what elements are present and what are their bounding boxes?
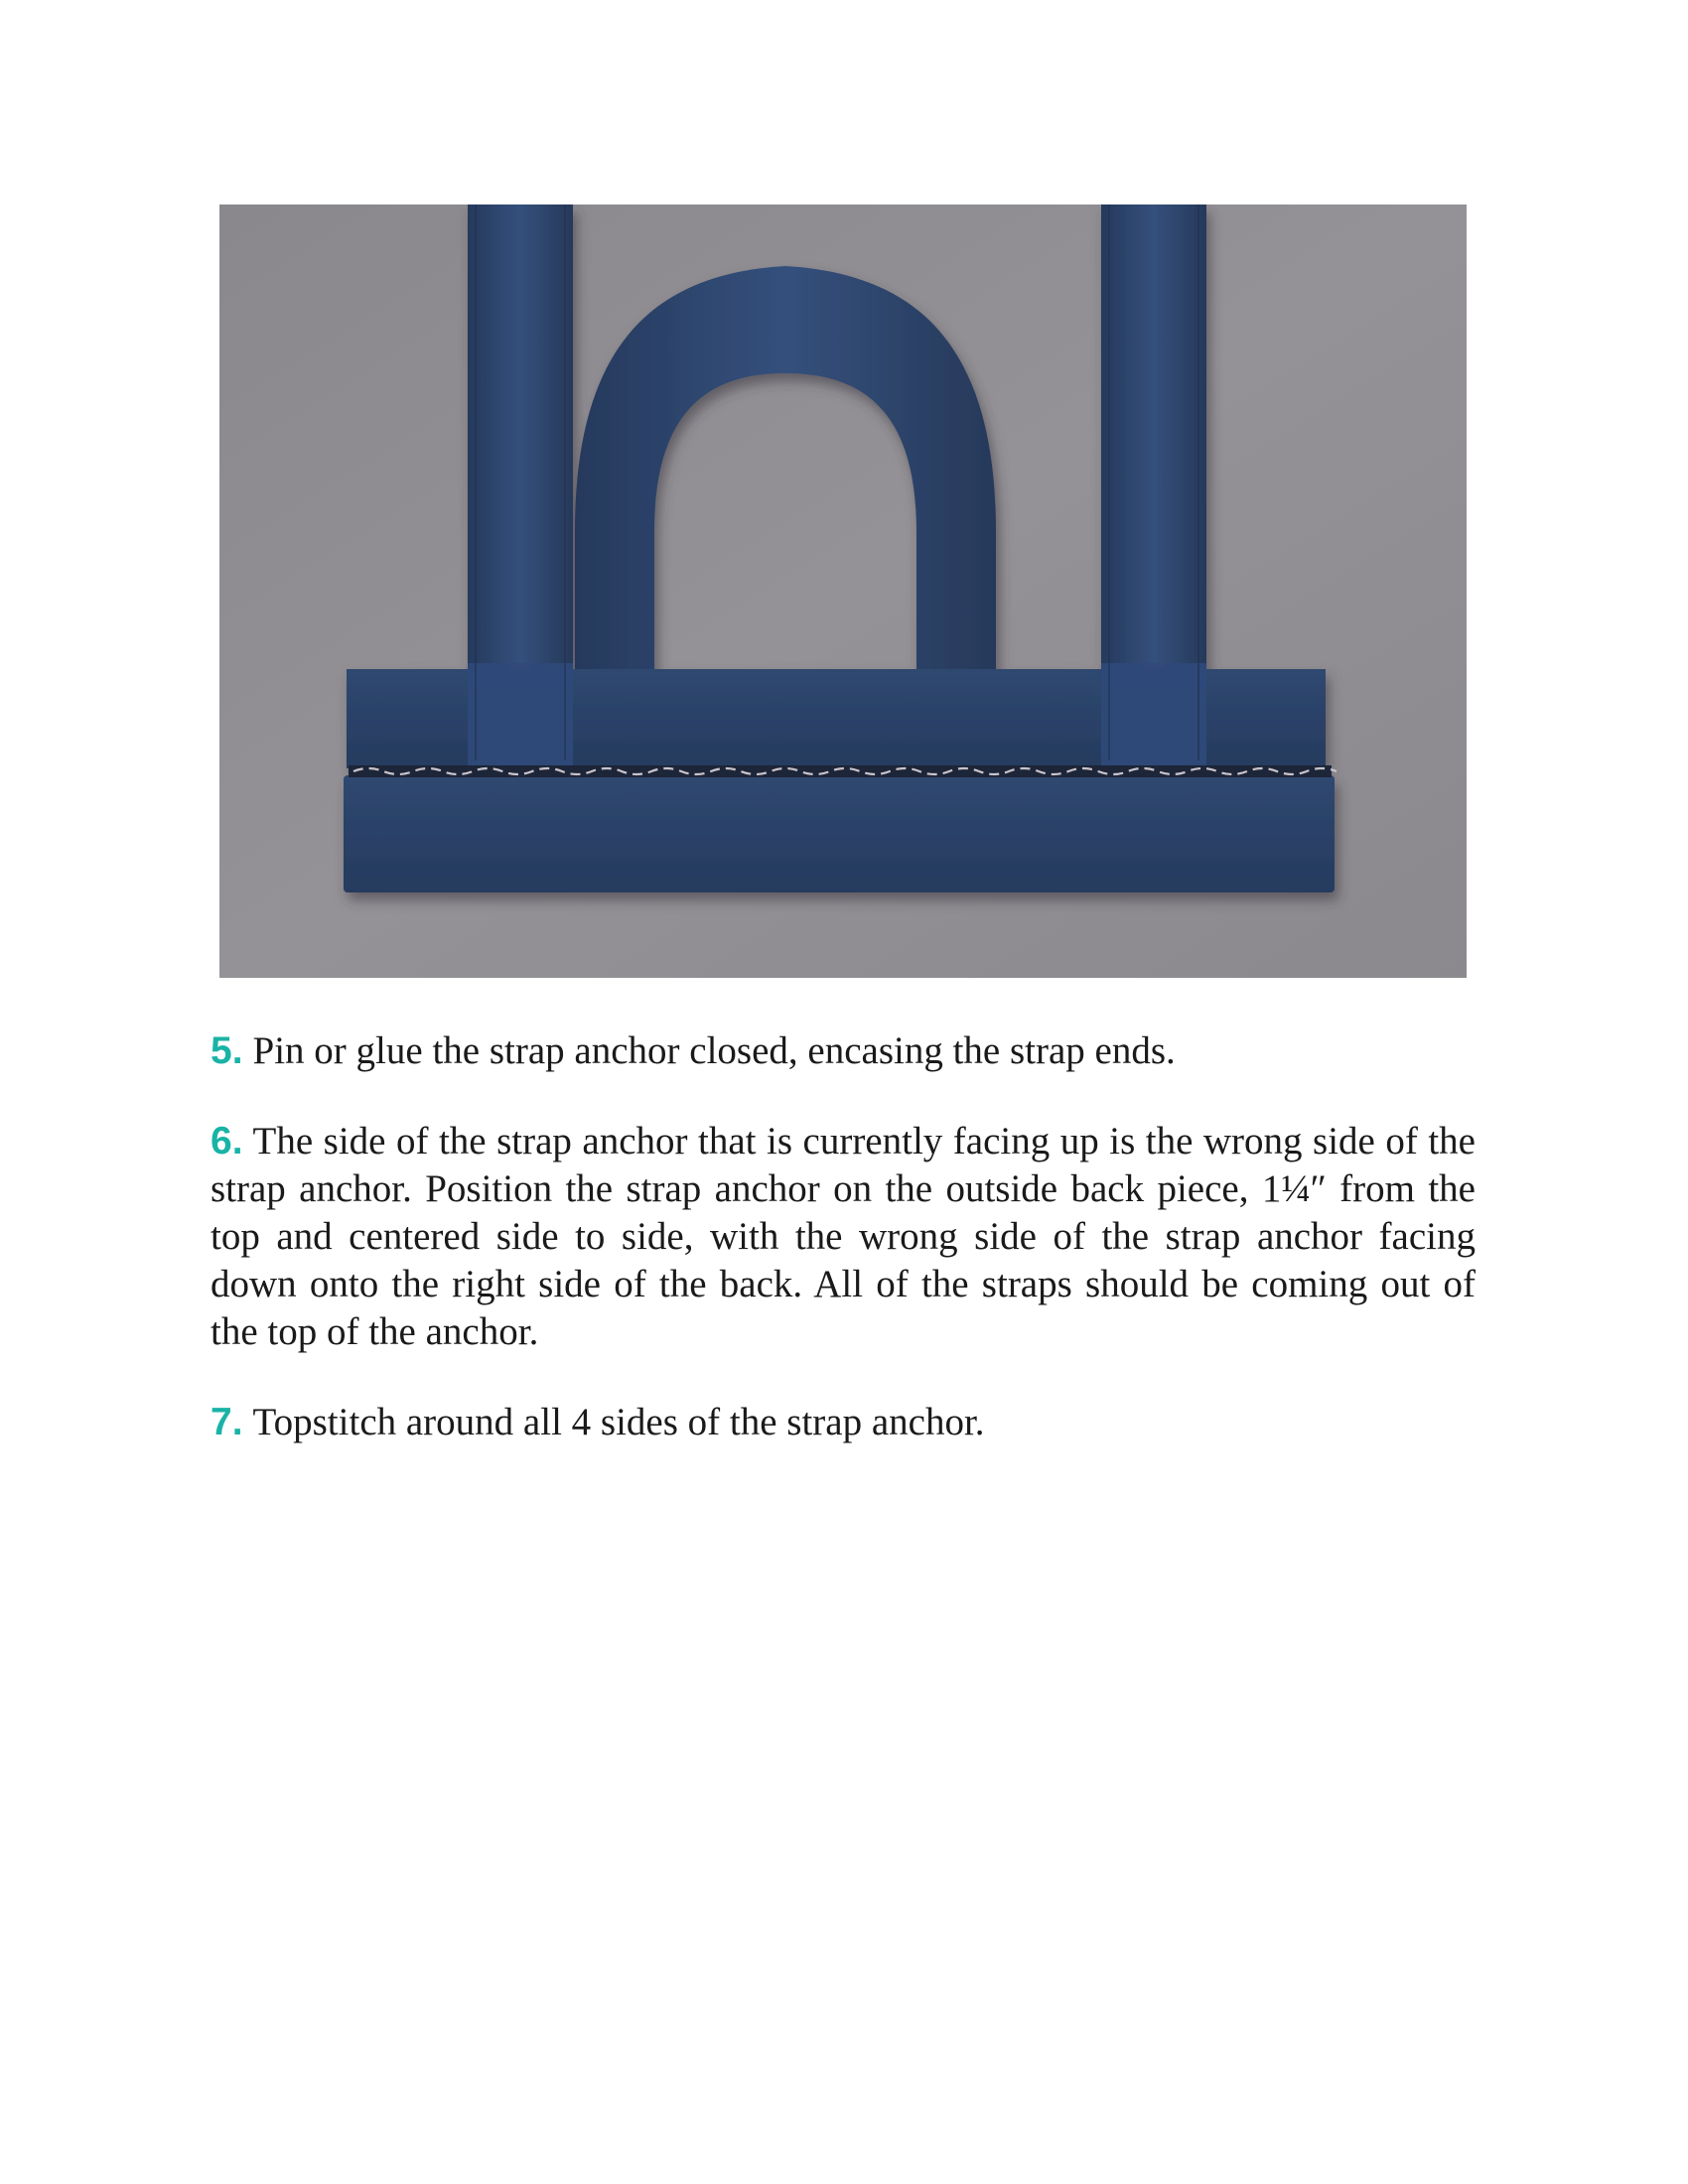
step-number: 5.: [211, 1029, 243, 1072]
step-item: [211, 1118, 1476, 1356]
step-text: Topstitch around all 4 sides of the strap anchor.: [252, 1401, 985, 1443]
step-item: [211, 1399, 1476, 1446]
instruction-steps: [211, 1027, 1476, 1489]
strap-anchor-photo: [219, 205, 1467, 978]
step-text: Pin or glue the strap anchor closed, encasing the strap ends.: [252, 1029, 1176, 1072]
step-number: 7.: [211, 1401, 243, 1443]
strap-anchor-photo-icon: [219, 205, 1467, 978]
step-item: [211, 1027, 1476, 1075]
anchor-lower-band: [344, 775, 1335, 892]
step-text: The side of the strap anchor that is currently facing up is the wrong side of the strap anchor. Position the strap anchor on the outside back piece, 1¼″ from the top and centered side to side, with the wrong side of the strap anchor facing down onto the right side of the back. All of the straps should be coming out of the top of the anchor.: [211, 1120, 1476, 1353]
step-number: 6.: [211, 1120, 243, 1162]
